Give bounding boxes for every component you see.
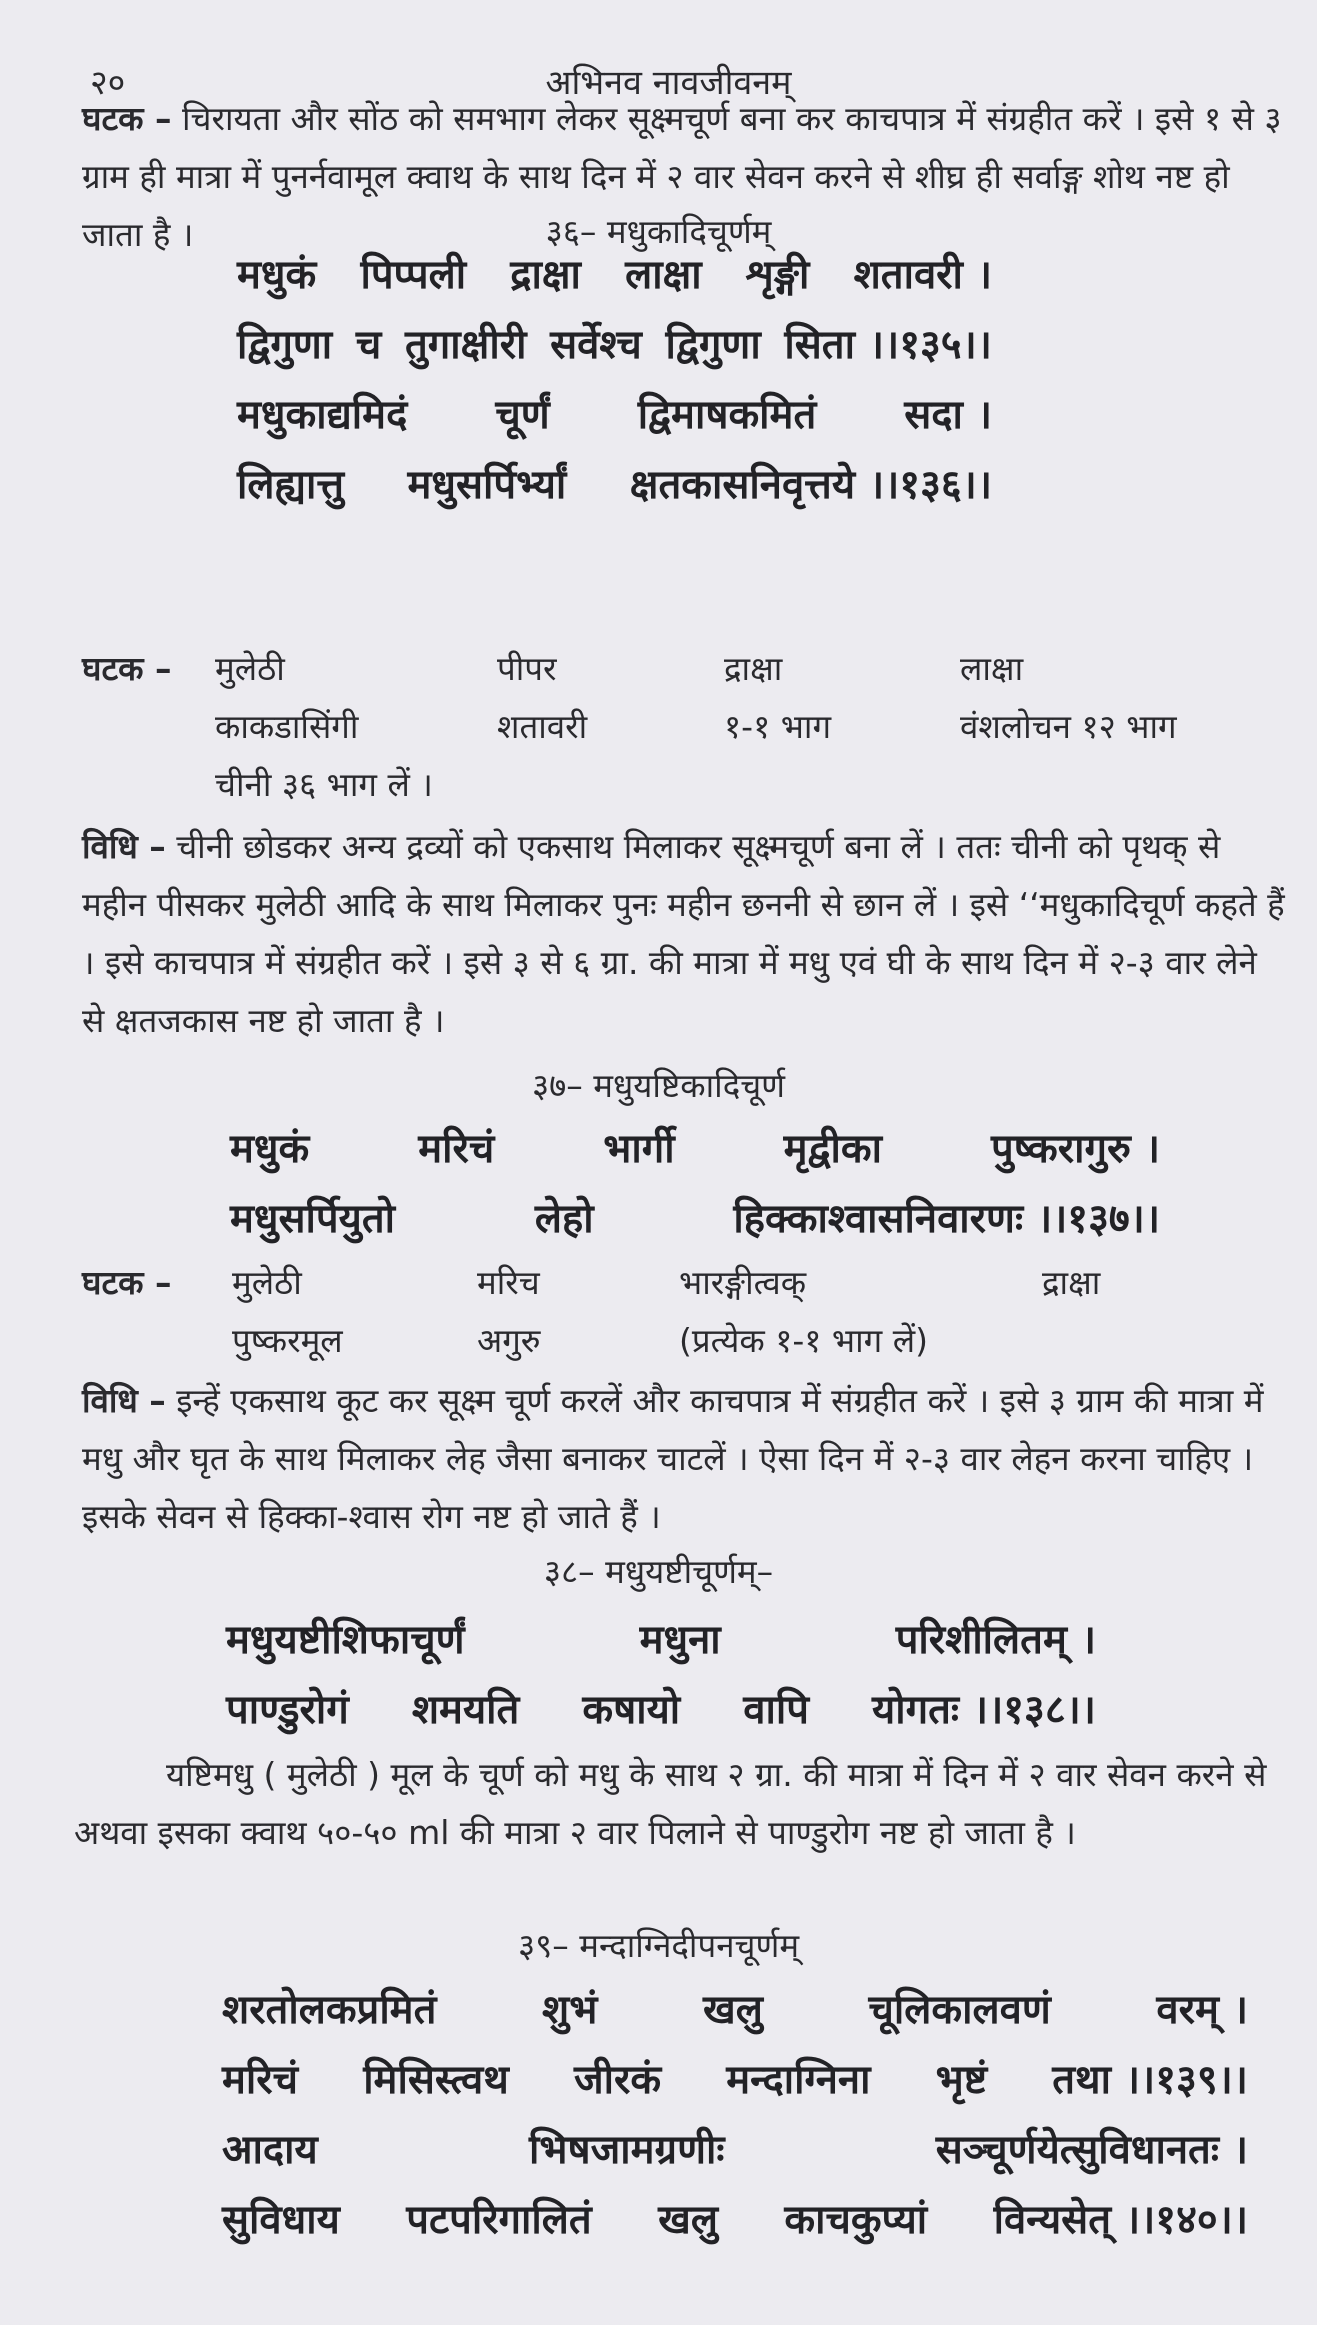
ghatak-label: घटक – [82, 99, 172, 138]
vidhi-label: विधि – [82, 1381, 166, 1420]
verse-line [237, 310, 992, 380]
ingredient: लाक्षा [960, 649, 1024, 688]
section-title-37: ३७– मधुयष्टिकादिचूर्ण [531, 1066, 786, 1105]
section-title-36: ३६– मधुकादिचूर्णम् [545, 212, 772, 251]
vidhi-text: चीनी छोडकर अन्य द्रव्यों को एकसाथ मिलाकर सूक्ष्मचूर्ण बना लें । ततः चीनी को पृथक् से महीन पीसकर मुलेठी आदि के साथ मिलाकर पुनः महीन छननी से छान लें । इसे ‘‘मधुकादिचूर्ण कहते हैं । इसे काचपात्र में संग्रहीत करें । इसे ३ से ६ ग्रा. की मात्रा में मधु एवं घी के साथ दिन में २-३ वार लेने से क्षतजकास नष्ट हो जाता है । [82, 827, 1285, 1040]
verse-word: मधुकं [237, 252, 317, 298]
verse-word: पाण्डुरोगं [226, 1687, 349, 1733]
verse-word: मिसिस्त्वथ [363, 2057, 509, 2103]
section-title-39: ३९– मन्दाग्निदीपनचूर्णम् [517, 1926, 800, 1965]
verse-word: खलु [703, 1987, 763, 2033]
section-title-38: ३८– मधुयष्टीचूर्णम्– [543, 1552, 774, 1591]
verse-word: द्विगुणा [665, 322, 761, 368]
verse-word: मधुना [639, 1617, 721, 1663]
book-title: अभिनव नावजीवनम् [545, 63, 792, 103]
verse-word: भार्गी [603, 1126, 675, 1172]
verse-word: मरिचं [418, 1126, 495, 1172]
ingredient: अगुरु [477, 1321, 541, 1360]
verse-word: मन्दाग्निना [726, 2057, 871, 2103]
verse-word: मधुसर्पियुतो [230, 1196, 395, 1242]
verse-word: शतावरी । [853, 252, 992, 298]
verse-line [237, 450, 992, 520]
verse-word: शुभं [542, 1987, 598, 2033]
verse-word: खलु [658, 2197, 718, 2243]
verse-word: द्विमाषकमितं [637, 392, 817, 438]
verse-word: सञ्चूर्णयेत्सुविधानतः । [935, 2127, 1248, 2173]
ghatak-label: घटक – [82, 649, 172, 688]
verse-word: काचकुप्यां [784, 2197, 928, 2243]
verse-line [226, 1675, 1096, 1745]
verse-block-36 [237, 240, 992, 520]
ingredient: द्राक्षा [1042, 1263, 1101, 1302]
verse-word: शृङ्गी [745, 252, 810, 298]
verse-word: भिषजामग्रणीः [528, 2127, 725, 2173]
verse-word: सुविधाय [222, 2197, 340, 2243]
ingredient: शतावरी [497, 707, 588, 746]
verse-word: चूर्णं [495, 392, 550, 438]
ingredient: पीपर [497, 649, 557, 688]
verse-word: मधुकाद्यमिदं [237, 392, 408, 438]
verse-word: लेहो [534, 1196, 594, 1242]
verse-line [230, 1184, 1160, 1254]
verse-word: वरम् । [1156, 1987, 1248, 2033]
vidhi-paragraph-37 [82, 1372, 1289, 1546]
intro-text: चिरायता और सोंठ को समभाग लेकर सूक्ष्मचूर्ण बना कर काचपात्र में संग्रहीत करें । इसे १ से ३ ग्राम ही मात्रा में पुनर्नवामूल क्वाथ के साथ दिन में २ वार सेवन करने से शीघ्र ही सर्वाङ्ग शोथ नष्ट हो जाता है । [82, 99, 1282, 254]
verse-word: द्विगुणा [237, 322, 333, 368]
verse-word: मधुसर्पिर्भ्यां [407, 462, 567, 508]
ingredient: द्राक्षा [724, 649, 783, 688]
vidhi-paragraph-36 [82, 818, 1289, 1050]
verse-word: जीरकं [573, 2057, 662, 2103]
verse-word: द्राक्षा [510, 252, 581, 298]
verse-word: परिशीलितम् । [895, 1617, 1096, 1663]
verse-word: लिह्यात्तु [237, 462, 344, 508]
verse-word: योगतः ।।१३८।। [872, 1687, 1096, 1733]
ghatak-table-36 [82, 640, 1282, 820]
ingredient: वंशलोचन १२ भाग [960, 707, 1177, 746]
verse-word: तथा ।।१३९।। [1052, 2057, 1248, 2103]
ingredient: काकडासिंगी [215, 707, 359, 746]
verse-block-39 [222, 1975, 1248, 2255]
verse-word: क्षतकासनिवृत्तये ।।१३६।। [629, 462, 992, 508]
ingredient: मरिच [477, 1263, 540, 1302]
ingredient: चीनी ३६ भाग लें । [215, 765, 433, 804]
ingredient: (प्रत्येक १-१ भाग लें) [679, 1321, 928, 1360]
ghatak-label: घटक – [82, 1263, 172, 1302]
verse-word: आदाय [222, 2127, 318, 2173]
verse-word: मृद्वीका [783, 1126, 882, 1172]
verse-word: शरतोलकप्रमितं [222, 1987, 437, 2033]
verse-line [222, 2045, 1248, 2115]
verse-word: च [355, 322, 382, 368]
verse-line [222, 2185, 1248, 2255]
verse-line [230, 1114, 1160, 1184]
verse-word: कषायो [582, 1687, 681, 1733]
verse-word: शमयति [411, 1687, 520, 1733]
verse-line [222, 1975, 1248, 2045]
verse-word: चूलिकालवणं [868, 1987, 1051, 2033]
ghatak-table-37 [82, 1254, 1282, 1374]
verse-word: पिप्पली [360, 252, 467, 298]
verse-line [237, 380, 992, 450]
verse-line [237, 240, 992, 310]
verse-word: हिक्काश्वासनिवारणः ।।१३७।। [733, 1196, 1160, 1242]
verse-word: विन्यसेत् ।।१४०।। [993, 2197, 1248, 2243]
verse-word: मधुयष्टीशिफाचूर्णं [226, 1617, 465, 1663]
verse-word: लाक्षा [625, 252, 702, 298]
verse-word: सिता ।।१३५।। [784, 322, 992, 368]
ingredient: पुष्करमूल [232, 1321, 343, 1360]
ingredient: मुलेठी [232, 1263, 302, 1302]
verse-line [226, 1605, 1096, 1675]
verse-word: वापि [743, 1687, 809, 1733]
verse-word: सर्वेश्च [550, 322, 642, 368]
verse-word: पुष्करागुरु । [990, 1126, 1160, 1172]
ingredient: मुलेठी [215, 649, 285, 688]
ingredient: १-१ भाग [724, 707, 832, 746]
verse-line [222, 2115, 1248, 2185]
verse-block-37 [230, 1114, 1160, 1254]
verse-word: तुगाक्षीरी [404, 322, 527, 368]
verse-word: सदा । [904, 392, 992, 438]
vidhi-label: विधि – [82, 827, 166, 866]
verse-word: भृष्टं [935, 2057, 988, 2103]
verse-word: मधुकं [230, 1126, 310, 1172]
vidhi-text: इन्हें एकसाथ कूट कर सूक्ष्म चूर्ण करलें और काचपात्र में संग्रहीत करें । इसे ३ ग्राम की मात्रा में मधु और घृत के साथ मिलाकर लेह जैसा बनाकर चाटलें । ऐसा दिन में २-३ वार लेहन करना चाहिए । इसके सेवन से हिक्का-श्वास रोग नष्ट हो जाते हैं । [82, 1381, 1264, 1536]
explanation-paragraph-38: यष्टिमधु ( मुलेठी ) मूल के चूर्ण को मधु के साथ २ ग्रा. की मात्रा में दिन में २ वार सेवन करने से अथवा इसका क्वाथ ५०-५० ml की मात्रा २ वार पिलाने से पाण्डुरोग नष्ट हो जाता है । [74, 1755, 1267, 1852]
page-number: २० [90, 63, 126, 103]
verse-block-38 [226, 1605, 1096, 1745]
verse-word: पटपरिगालितं [406, 2197, 592, 2243]
verse-word: मरिचं [222, 2057, 299, 2103]
ingredient: भारङ्गीत्वक् [679, 1263, 807, 1302]
